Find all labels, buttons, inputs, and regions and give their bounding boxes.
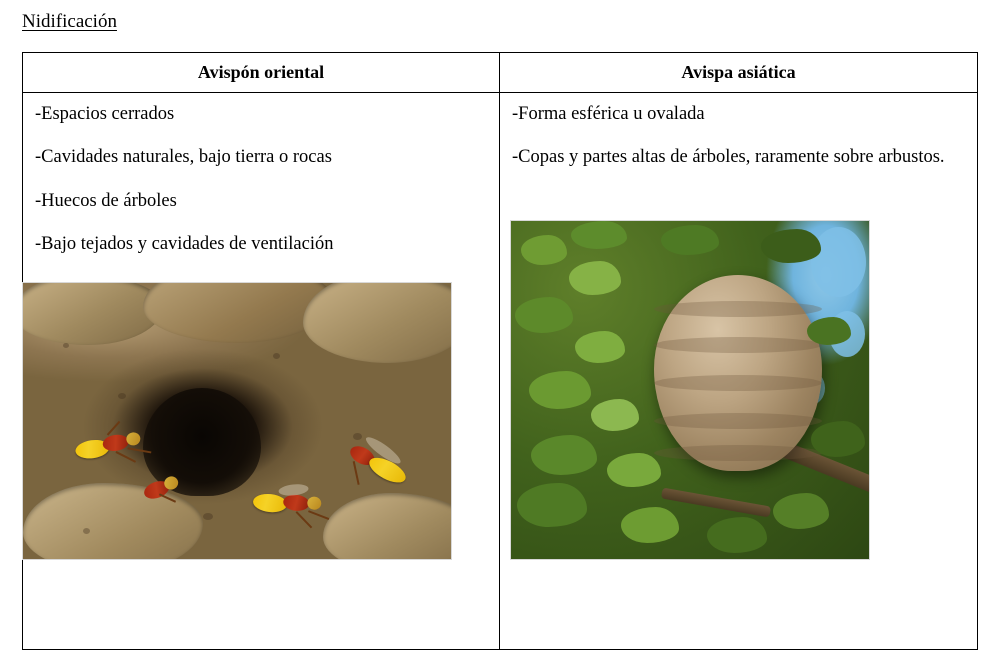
soil-rock bbox=[303, 282, 452, 363]
leaf bbox=[529, 371, 591, 409]
list-item: -Espacios cerrados bbox=[35, 104, 175, 124]
hornet-nest bbox=[654, 275, 822, 471]
hornet bbox=[73, 420, 158, 471]
leaf bbox=[575, 331, 625, 363]
hornet bbox=[251, 478, 345, 531]
leaf bbox=[807, 317, 851, 345]
leaf bbox=[811, 421, 865, 457]
leaf bbox=[707, 517, 767, 553]
leaf bbox=[661, 225, 719, 255]
list-item: -Forma esférica u ovalada bbox=[512, 104, 705, 124]
leaf bbox=[591, 399, 639, 431]
leaf bbox=[569, 261, 621, 295]
page-title: Nidificación bbox=[22, 11, 117, 32]
oriental-hornet-nest-photo bbox=[22, 282, 452, 560]
leaf bbox=[571, 221, 627, 249]
list-item: -Bajo tejados y cavidades de ventilación bbox=[35, 233, 334, 254]
list-item: -Copas y partes altas de árboles, raramente sobre arbustos. bbox=[512, 147, 945, 168]
soil-speck bbox=[273, 353, 280, 359]
soil-speck bbox=[118, 393, 126, 399]
leaf bbox=[521, 235, 567, 265]
list-item: -Cavidades naturales, bajo tierra o rocas bbox=[35, 147, 332, 168]
table-header-row bbox=[23, 53, 977, 93]
soil-speck bbox=[63, 343, 69, 348]
tree-branch bbox=[661, 488, 771, 518]
soil-speck bbox=[83, 528, 90, 534]
leaf bbox=[761, 229, 821, 263]
table-header-avispon-oriental: Avispón oriental bbox=[23, 53, 500, 92]
leaf bbox=[607, 453, 661, 487]
leaf bbox=[517, 483, 587, 527]
asian-hornet-nest-photo bbox=[510, 220, 870, 560]
leaf bbox=[621, 507, 679, 543]
leaf bbox=[515, 297, 573, 333]
soil-rock bbox=[22, 282, 163, 345]
list-item: -Huecos de árboles bbox=[35, 190, 177, 211]
table-header-avispa-asiatica: Avispa asiática bbox=[681, 62, 796, 82]
soil-speck bbox=[203, 513, 213, 520]
sky-gap bbox=[811, 227, 866, 297]
leaf bbox=[531, 435, 597, 475]
leaf bbox=[773, 493, 829, 529]
